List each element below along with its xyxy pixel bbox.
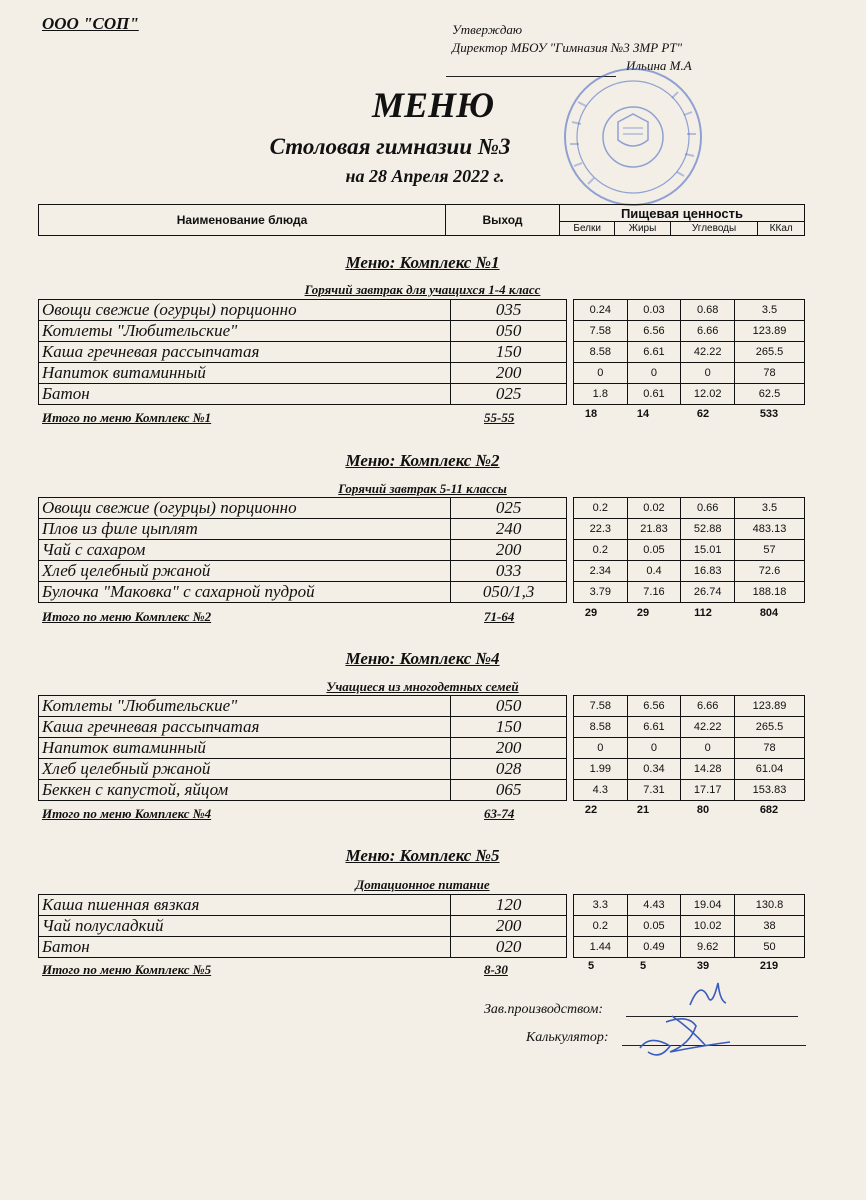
dish-carbs: 42.22 <box>681 342 735 363</box>
column-gap <box>566 717 573 738</box>
dish-fat: 0 <box>627 363 681 384</box>
dish-fat: 0.49 <box>627 937 681 958</box>
dish-protein: 1.8 <box>573 384 627 405</box>
column-gap <box>566 582 573 603</box>
section-total-carbs: 80 <box>696 804 710 816</box>
dish-name: Чай с сахаром <box>39 540 451 561</box>
section-total-kcal: 219 <box>759 960 779 972</box>
calculator-signature <box>632 1008 742 1066</box>
dish-kcal: 483.13 <box>735 519 805 540</box>
menu-table <box>38 299 805 405</box>
column-gap <box>566 780 573 801</box>
dish-carbs: 6.66 <box>681 321 735 342</box>
section-total-protein: 22 <box>584 804 598 816</box>
column-gap <box>566 759 573 780</box>
dish-output: 050/1,3 <box>451 582 567 603</box>
section-total-kcal: 682 <box>759 804 779 816</box>
dish-kcal: 78 <box>735 738 805 759</box>
dish-name: Булочка "Маковка" с сахарной пудрой <box>39 582 451 603</box>
dish-protein: 7.58 <box>573 321 627 342</box>
header-output: Выход <box>446 205 560 236</box>
dish-name: Напиток витаминный <box>39 363 451 384</box>
dish-output: 065 <box>451 780 567 801</box>
dish-fat: 0.05 <box>627 540 681 561</box>
dish-carbs: 26.74 <box>681 582 735 603</box>
section-total-label: Итого по меню Комплекс №5 <box>42 962 212 977</box>
dish-row <box>39 342 805 363</box>
dish-protein: 8.58 <box>573 342 627 363</box>
dish-row <box>39 696 805 717</box>
section-total-output: 55-55 <box>484 410 515 425</box>
column-gap <box>566 696 573 717</box>
dish-fat: 0.02 <box>627 498 681 519</box>
section-total-carbs: 112 <box>694 607 712 619</box>
section-title: Меню: Комплекс №1 <box>345 253 500 272</box>
section-subtitle: Учащиеся из многодетных семей <box>326 679 519 694</box>
dish-row <box>39 937 805 958</box>
section-total-fat: 29 <box>636 607 650 619</box>
section-total-carbs: 62 <box>696 408 710 420</box>
dish-fat: 21.83 <box>627 519 681 540</box>
dish-fat: 6.61 <box>627 717 681 738</box>
dish-kcal: 61.04 <box>735 759 805 780</box>
dish-name: Чай полусладкий <box>39 916 451 937</box>
section-total-carbs: 39 <box>696 960 710 972</box>
dish-carbs: 9.62 <box>681 937 735 958</box>
calculator-label: Калькулятор: <box>526 1030 609 1045</box>
dish-name: Овощи свежие (огурцы) порционно <box>39 300 451 321</box>
dish-output: 033 <box>451 561 567 582</box>
dish-name: Котлеты "Любительские" <box>39 696 451 717</box>
header-kcal: ККал <box>758 222 805 236</box>
dish-name: Батон <box>39 384 451 405</box>
dish-kcal: 78 <box>735 363 805 384</box>
header-fat: Жиры <box>615 222 670 236</box>
dish-output: 150 <box>451 717 567 738</box>
dish-kcal: 265.5 <box>735 342 805 363</box>
dish-protein: 2.34 <box>573 561 627 582</box>
canteen-subtitle: Столовая гимназии №3 <box>269 134 511 159</box>
section-total-output: 71-64 <box>484 609 515 624</box>
section-total-kcal: 533 <box>759 408 779 420</box>
section-total-protein: 5 <box>587 960 595 972</box>
dish-name: Котлеты "Любительские" <box>39 321 451 342</box>
column-gap <box>566 342 573 363</box>
dish-row <box>39 582 805 603</box>
dish-row <box>39 916 805 937</box>
dish-kcal: 3.5 <box>735 498 805 519</box>
column-gap <box>566 300 573 321</box>
dish-kcal: 123.89 <box>735 696 805 717</box>
section-total-protein: 29 <box>584 607 598 619</box>
menu-date: на 28 Апреля 2022 г. <box>345 166 505 186</box>
dish-carbs: 6.66 <box>681 696 735 717</box>
dish-name: Напиток витаминный <box>39 738 451 759</box>
column-gap <box>566 561 573 582</box>
dish-name: Хлеб целебный ржаной <box>39 561 451 582</box>
column-header-table <box>38 204 805 236</box>
dish-carbs: 10.02 <box>681 916 735 937</box>
dish-output: 025 <box>451 384 567 405</box>
dish-fat: 0 <box>627 738 681 759</box>
dish-row <box>39 717 805 738</box>
section-subtitle: Горячий завтрак 5-11 классы <box>338 481 507 496</box>
dish-name: Хлеб целебный ржаной <box>39 759 451 780</box>
dish-protein: 0.24 <box>573 300 627 321</box>
dish-output: 200 <box>451 738 567 759</box>
dish-carbs: 16.83 <box>681 561 735 582</box>
section-title: Меню: Комплекс №2 <box>345 451 500 470</box>
dish-output: 020 <box>451 937 567 958</box>
dish-output: 035 <box>451 300 567 321</box>
dish-row <box>39 363 805 384</box>
section-total-fat: 21 <box>636 804 650 816</box>
section-subtitle: Дотационное питание <box>355 877 490 892</box>
dish-protein: 3.79 <box>573 582 627 603</box>
dish-kcal: 123.89 <box>735 321 805 342</box>
section-title: Меню: Комплекс №5 <box>345 846 500 865</box>
section-total-label: Итого по меню Комплекс №2 <box>42 609 212 624</box>
dish-protein: 0.2 <box>573 540 627 561</box>
dish-kcal: 3.5 <box>735 300 805 321</box>
dish-output: 028 <box>451 759 567 780</box>
dish-protein: 22.3 <box>573 519 627 540</box>
dish-carbs: 0.66 <box>681 498 735 519</box>
dish-protein: 0.2 <box>573 916 627 937</box>
dish-name: Каша гречневая рассыпчатая <box>39 717 451 738</box>
dish-row <box>39 738 805 759</box>
dish-protein: 8.58 <box>573 717 627 738</box>
dish-fat: 0.4 <box>627 561 681 582</box>
section-title: Меню: Комплекс №4 <box>345 649 500 668</box>
menu-table <box>38 497 805 603</box>
dish-row <box>39 561 805 582</box>
dish-carbs: 0 <box>681 363 735 384</box>
menu-table <box>38 695 805 801</box>
column-gap <box>566 895 573 916</box>
column-gap <box>566 321 573 342</box>
dish-output: 150 <box>451 342 567 363</box>
dish-fat: 0.05 <box>627 916 681 937</box>
dish-protein: 0.2 <box>573 498 627 519</box>
dish-output: 025 <box>451 498 567 519</box>
dish-row <box>39 321 805 342</box>
header-dish-name: Наименование блюда <box>39 205 446 236</box>
dish-name: Батон <box>39 937 451 958</box>
dish-protein: 1.99 <box>573 759 627 780</box>
column-gap <box>566 363 573 384</box>
section-total-kcal: 804 <box>759 607 779 619</box>
column-gap <box>566 916 573 937</box>
dish-kcal: 38 <box>735 916 805 937</box>
dish-output: 200 <box>451 540 567 561</box>
column-gap <box>566 498 573 519</box>
dish-carbs: 17.17 <box>681 780 735 801</box>
dish-protein: 0 <box>573 738 627 759</box>
dish-fat: 0.03 <box>627 300 681 321</box>
dish-carbs: 19.04 <box>681 895 735 916</box>
dish-name: Овощи свежие (огурцы) порционно <box>39 498 451 519</box>
dish-name: Каша пшенная вязкая <box>39 895 451 916</box>
dish-kcal: 188.18 <box>735 582 805 603</box>
dish-name: Беккен с капустой, яйцом <box>39 780 451 801</box>
dish-carbs: 0.68 <box>681 300 735 321</box>
dish-kcal: 57 <box>735 540 805 561</box>
section-subtitle: Горячий завтрак для учащихся 1-4 класс <box>304 282 541 297</box>
dish-protein: 7.58 <box>573 696 627 717</box>
dish-output: 120 <box>451 895 567 916</box>
dish-output: 050 <box>451 696 567 717</box>
dish-carbs: 14.28 <box>681 759 735 780</box>
dish-row <box>39 384 805 405</box>
column-gap <box>566 937 573 958</box>
dish-fat: 0.61 <box>627 384 681 405</box>
dish-row <box>39 519 805 540</box>
dish-output: 050 <box>451 321 567 342</box>
dish-carbs: 52.88 <box>681 519 735 540</box>
dish-kcal: 72.6 <box>735 561 805 582</box>
dish-row <box>39 895 805 916</box>
dish-fat: 0.34 <box>627 759 681 780</box>
dish-carbs: 42.22 <box>681 717 735 738</box>
dish-carbs: 15.01 <box>681 540 735 561</box>
dish-protein: 3.3 <box>573 895 627 916</box>
dish-protein: 1.44 <box>573 937 627 958</box>
approval-director-name: Ильина М.А <box>626 58 692 73</box>
column-gap <box>566 519 573 540</box>
dish-fat: 7.31 <box>627 780 681 801</box>
dish-fat: 6.56 <box>627 321 681 342</box>
section-total-output: 63-74 <box>484 806 515 821</box>
dish-carbs: 12.02 <box>681 384 735 405</box>
header-nutrition: Пищевая ценность <box>560 205 805 222</box>
dish-kcal: 62.5 <box>735 384 805 405</box>
column-gap <box>566 384 573 405</box>
header-carbs: Углеводы <box>670 222 758 236</box>
dish-fat: 6.61 <box>627 342 681 363</box>
section-total-label: Итого по меню Комплекс №1 <box>42 410 212 425</box>
dish-row <box>39 300 805 321</box>
dish-kcal: 265.5 <box>735 717 805 738</box>
approval-label: Утверждаю <box>452 22 523 37</box>
dish-kcal: 153.83 <box>735 780 805 801</box>
dish-row <box>39 759 805 780</box>
header-protein: Белки <box>560 222 615 236</box>
column-gap <box>566 540 573 561</box>
dish-carbs: 0 <box>681 738 735 759</box>
organization-name: ООО "СОП" <box>42 14 139 33</box>
dish-row <box>39 780 805 801</box>
production-manager-label: Зав.производством: <box>484 1002 604 1017</box>
dish-output: 240 <box>451 519 567 540</box>
dish-protein: 0 <box>573 363 627 384</box>
dish-kcal: 130.8 <box>735 895 805 916</box>
section-total-fat: 14 <box>636 408 650 420</box>
approval-director: Директор МБОУ "Гимназия №3 ЗМР РТ" <box>452 40 683 55</box>
menu-table <box>38 894 805 958</box>
dish-output: 200 <box>451 363 567 384</box>
dish-row <box>39 498 805 519</box>
dish-fat: 6.56 <box>627 696 681 717</box>
section-total-output: 8-30 <box>484 962 508 977</box>
dish-output: 200 <box>451 916 567 937</box>
dish-fat: 7.16 <box>627 582 681 603</box>
dish-name: Каша гречневая рассыпчатая <box>39 342 451 363</box>
section-total-protein: 18 <box>584 408 598 420</box>
section-total-fat: 5 <box>639 960 647 972</box>
dish-kcal: 50 <box>735 937 805 958</box>
dish-protein: 4.3 <box>573 780 627 801</box>
menu-title: МЕНЮ <box>371 85 495 125</box>
dish-fat: 4.43 <box>627 895 681 916</box>
column-gap <box>566 738 573 759</box>
section-total-label: Итого по меню Комплекс №4 <box>42 806 212 821</box>
dish-name: Плов из филе цыплят <box>39 519 451 540</box>
dish-row <box>39 540 805 561</box>
